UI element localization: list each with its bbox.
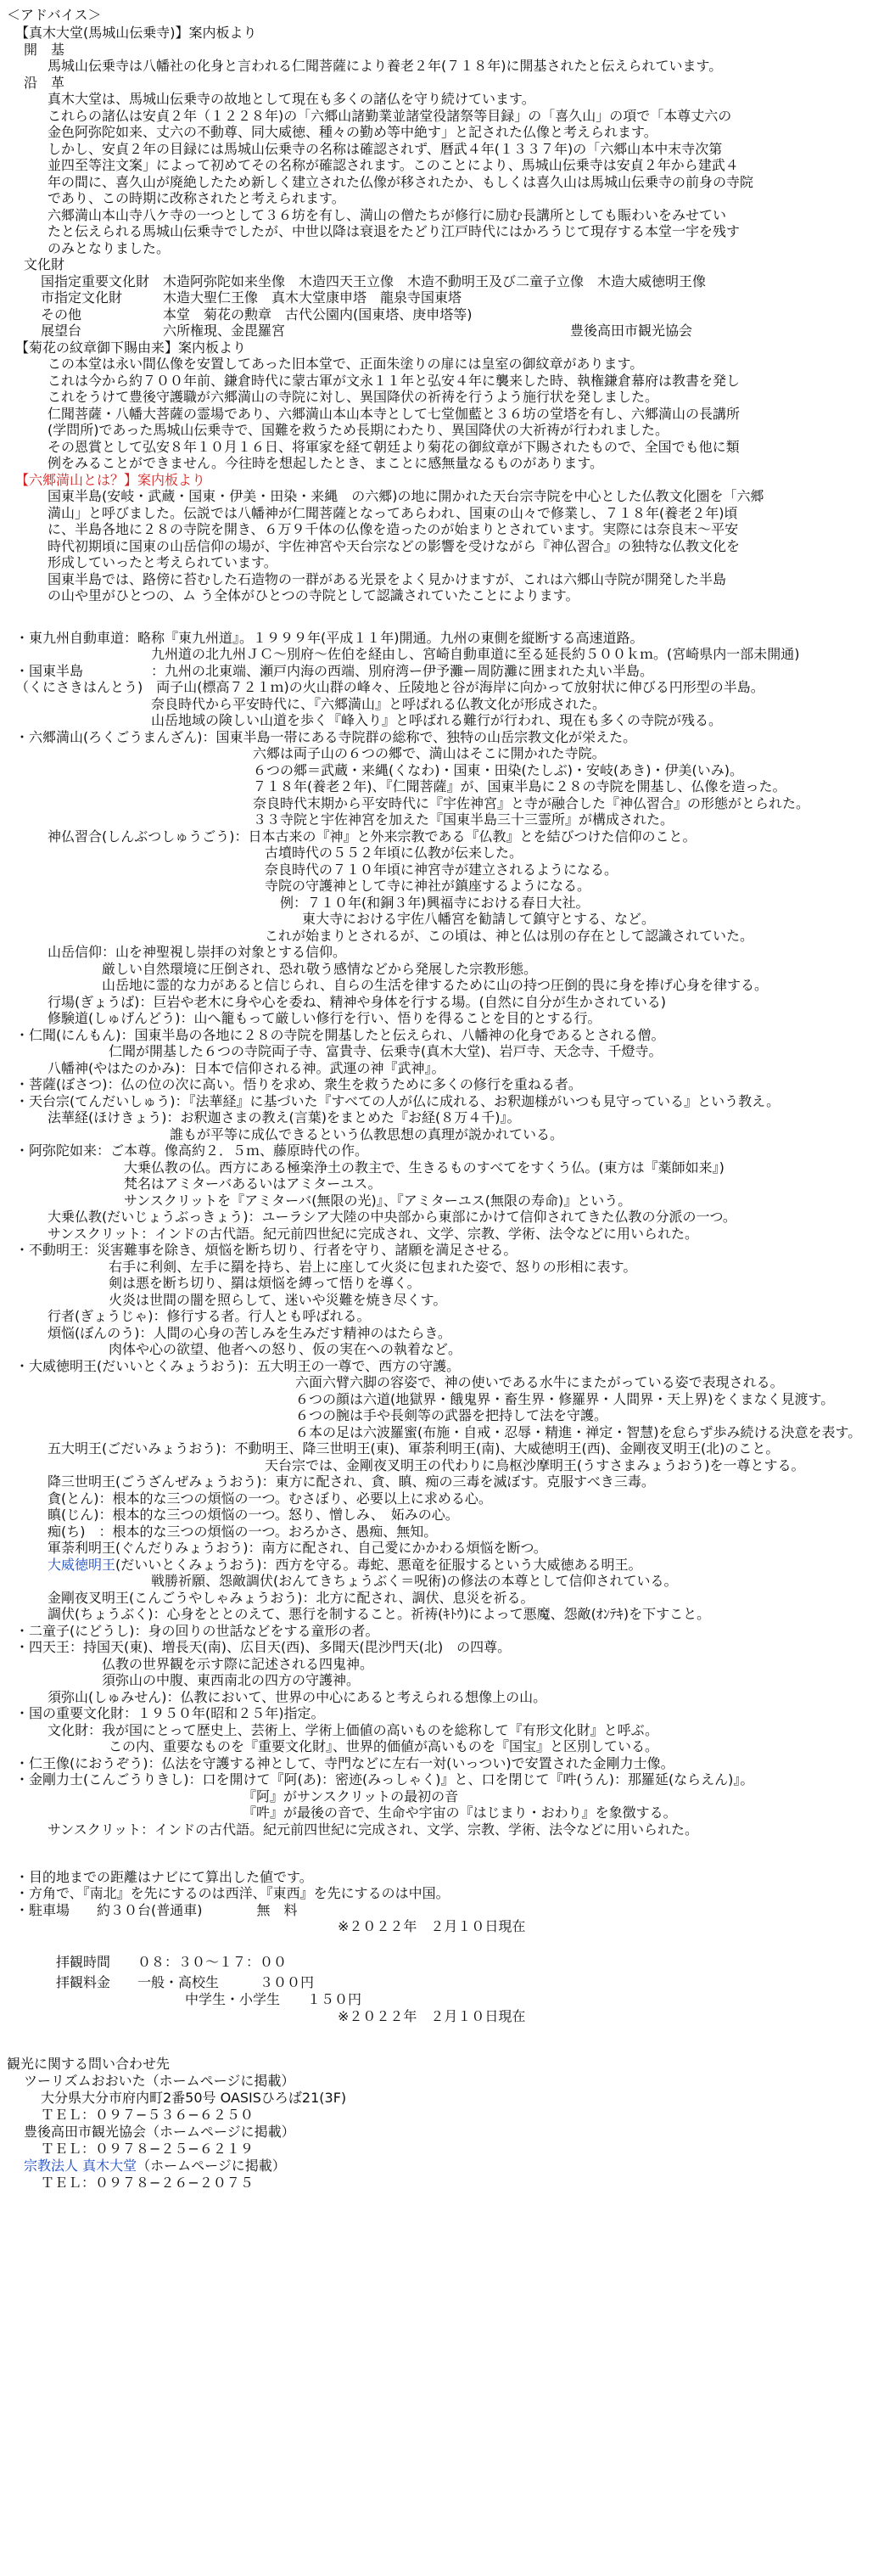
text-line: ・二童子(にどうし)：身の回りの世話などをする童形の者。 xyxy=(15,1623,379,1639)
text-line: 『吽』が最後の音で、生命や宇宙の『はじまり・おわり』を象徴する。 xyxy=(243,1804,677,1821)
text-line: 例をみることができません。今往時を想起したとき、まことに感無量なるものがあります。 xyxy=(48,455,604,471)
text-line: ・方角で、『南北』を先にするのは西洋、『東西』を先にするのは中国。 xyxy=(15,1885,450,1901)
text-line: であり、この時期に改称されたと考えられます。 xyxy=(48,190,345,206)
text-line: 火炎は世間の闇を照らして、迷いや災難を焼き尽くす。 xyxy=(109,1292,447,1308)
text-line: 奈良時代の７１０年頃に神宮寺が建立されるようになる。 xyxy=(265,861,618,878)
text-line: 観光に関する問い合わせ先 xyxy=(7,2056,171,2072)
text-line: サンスクリット：インドの古代語。紀元前四世紀に完成され、文学、宗教、学術、法令などに用いられた。 xyxy=(48,1226,699,1242)
text-line: 文化財 xyxy=(24,256,65,272)
text-line: サンスクリット：インドの古代語。紀元前四世紀に完成され、文学、宗教、学術、法令などに用いられた。 xyxy=(48,1821,699,1838)
text-line: のみとなりました。 xyxy=(48,240,171,256)
text-line: 須弥山の中腹、東西南北の四方の守護神。 xyxy=(102,1672,361,1688)
text-line: 寺院の守護神として寺に神社が鎮座するようになる。 xyxy=(265,878,591,894)
text-line: 貪(とん)：根本的な三つの煩悩の一つ。むさぼり、必要以上に求める心。 xyxy=(48,1490,492,1507)
text-line: ・六郷満山(ろくごうまんざん)：国東半島一帯にある寺院群の総称で、独特の山岳宗教文化が栄えた。 xyxy=(15,729,637,745)
text-line: 六郷満山本山寺八ケ寺の一つとして３６坊を有し、満山の僧たちが修行に励む長講所としても賑わいをみせてい xyxy=(48,207,727,223)
text-line: ＜アドバイス＞ xyxy=(7,7,102,23)
text-line: ・不動明王：災害難事を除き、煩悩を断ち切り、行者を守り、諸願を満足させる。 xyxy=(15,1242,518,1258)
text-line: 八幡神(やはたのかみ)：日本で信仰される神。武運の神『武神』。 xyxy=(48,1060,445,1076)
text-line: ６つの腕は手や長剣等の武器を把持して法を守護。 xyxy=(295,1407,608,1423)
text-line: 山岳地域の険しい山道を歩く『峰入り』と呼ばれる難行が行われ、現在も多くの寺院が残る。 xyxy=(151,712,722,728)
text-line: ７１８年(養老２年)、『仁聞菩薩』が、国東半島に２８の寺院を開基し、仏像を造った。 xyxy=(253,778,786,794)
text-line: ・駐車場 約３０台(普通車) 無 料 xyxy=(15,1902,298,1918)
text-line: (学問所)であった馬城山伝乗寺で、国難を救うため長期にわたり、異国降伏の大祈祷が行われました。 xyxy=(48,422,669,438)
text-line: 山岳地に霊的な力があると信じられ、自らの生活を律するために山の持つ圧倒的畏に身を捧げ心身を律する。 xyxy=(102,977,768,993)
text-line: 須弥山(しゅみせん)：仏教において、世界の中心にあると考えられる想像上の山。 xyxy=(48,1689,547,1705)
text-line: 六面六臂六脚の容姿で、神の使いである水牛にまたがっている姿で表現される。 xyxy=(295,1374,784,1390)
text-line: 文化財：我が国にとって歴史上、芸術上、学術上価値の高いものを総称して『有形文化財』と呼ぶ。 xyxy=(48,1722,659,1738)
text-line: この本堂は永い間仏像を安置してあった旧本堂で、正面朱塗りの扉には皇室の御紋章があります。 xyxy=(48,356,644,372)
text-line: ・国の重要文化財：１９５０年(昭和２５年)指定。 xyxy=(15,1705,325,1721)
text-line: 大乗仏教の仏。西方にある極楽浄土の教主で、生きるものすべてをすくう仏。(東方は『薬師如来』) xyxy=(124,1159,725,1176)
text-line: 右手に利剣、左手に羂を持ち、岩上に座して火炎に包まれた姿で、怒りの形相に表す。 xyxy=(109,1259,637,1275)
text-line: 拝観時間 ０８：３０〜１７：００ xyxy=(56,1954,288,1970)
text-line: 『阿』がサンスクリットの最初の音 xyxy=(243,1788,459,1804)
text-line: ツーリズムおおいた（ホームページに掲載） xyxy=(24,2073,295,2089)
text-line: 行者(ぎょうじゃ)：修行する者。行人とも呼ばれる。 xyxy=(48,1308,371,1324)
text-line: 国指定重要文化財 木造阿弥陀如来坐像 木造四天王立像 木造不動明王及び二童子立像 木造大威徳明王像 xyxy=(41,273,707,289)
text-line: これが始まりとされるが、この頃は、神と仏は別の存在として認識されていた。 xyxy=(265,928,754,944)
text-line: ・阿弥陀如来：ご本尊。像高約２．５ｍ、藤原時代の作。 xyxy=(15,1142,369,1159)
text-line: ※２０２２年 ２月１０日現在 xyxy=(338,1918,526,1934)
text-line: 【菊花の紋章御下賜由来】案内板より xyxy=(15,340,247,356)
text-line: ６つの顔は六道(地獄界・餓鬼界・畜生界・修羅界・人間界・天上界)をくまなく見渡す。 xyxy=(295,1391,835,1407)
text-line: 瞋(じん)：根本的な三つの煩悩の一つ。怒り、憎しみ、 妬みの心。 xyxy=(48,1507,459,1523)
text-line: 煩悩(ぼんのう)：人間の心身の苦しみを生みだす精神のはたらき。 xyxy=(48,1325,451,1341)
text-line: 真木大堂は、馬城山伝乗寺の故地として現在も多くの諸仏を守り続けています。 xyxy=(48,91,535,107)
text-line: 例：７１０年(和銅３年)興福寺における春日大社。 xyxy=(280,895,590,911)
text-line: ６つの郷＝武蔵・来縄(くなわ)・国東・田染(たしぶ)・安岐(あき)・伊美(いみ)。 xyxy=(253,762,743,778)
text-line: 行場(ぎょうば)：巨岩や老木に身や心を委ね、精神や身体を行する場。(自然に自分が生かされている) xyxy=(48,994,666,1010)
text-line: ・目的地までの距離はナビにて算出した値です。 xyxy=(15,1869,313,1885)
text-line: これは今から約７００年前、鎌倉時代に蒙古軍が文永１１年と弘安４年に襲来した時、執権鎌倉幕府は教書を発し xyxy=(48,373,741,389)
text-line: 満山」と呼びました。伝説では八幡神が仁聞菩薩となってあらわれ、国東の山々で修業し、７１８年(養老２年)頃 xyxy=(48,505,738,521)
text-line: ・仁聞(にんもん)：国東半島の各地に２８の寺院を開基したと伝えられ、八幡神の化身であるとされる僧。 xyxy=(15,1027,665,1043)
text-line: 国東半島(安岐・武蔵・国東・伊美・田染・来縄 の六郷)の地に開かれた天台宗寺院を中心とした仏教文化圏を「六郷 xyxy=(48,488,764,504)
text-line: 肉体や心の欲望、他者への怒り、仮の実在への執着など。 xyxy=(109,1341,462,1357)
text-line: ※２０２２年 ２月１０日現在 xyxy=(338,2008,526,2024)
text-line: 六郷は両子山の６つの郷で、満山はそこに開かれた寺院。 xyxy=(253,745,606,761)
text-line: 仁聞が開基した６つの寺院両子寺、富貴寺、伝乗寺(真木大堂)、岩戸寺、天念寺、千燈寺。 xyxy=(109,1043,663,1059)
text-line: 時代初期頃に国東の山岳信仰の場が、宇佐神宮や天台宗などの影響を受けながら『神仏習合』の独特な仏教文化を xyxy=(48,538,741,554)
text-line: 降三世明王(ごうざんぜみょうおう)：東方に配され、貪、瞋、痴の三毒を滅ぼす。克服すべき三毒。 xyxy=(48,1473,655,1490)
text-line: 開 基 xyxy=(24,42,65,58)
text-line: 【真木大堂(馬城山伝乗寺)】案内板より xyxy=(15,25,257,41)
text-line: 梵名はアミターバあるいはアミターユス。 xyxy=(124,1176,382,1192)
text-line: 調伏(ちょうぶく)：心身をととのえて、悪行を制すること。祈祷(ｷﾄｳ)によって悪魔、怨敵(ｵﾝﾃｷ)を下すこと。 xyxy=(48,1606,711,1622)
text-line: 山岳信仰：山を神聖視し崇拝の対象とする信仰。 xyxy=(48,944,347,960)
text-line: 戦勝祈願、怨敵調伏(おんてきちょうぶく＝呪術)の修法の本尊として信仰されている。 xyxy=(151,1573,678,1589)
text-line: 奈良時代から平安時代に、『六郷満山』と呼ばれる仏教文化が形成された。 xyxy=(151,696,607,712)
text-line: 国東半島では、路傍に苔むした石造物の一群がある光景をよく見かけますが、これは六郷山寺院が開発した半島 xyxy=(48,571,727,587)
text-line: ・天台宗(てんだいしゅう)：『法華経』に基づいた『すべての人が仏に成れる、お釈迦様がいつも見守っている』という教え。 xyxy=(15,1093,780,1109)
text-line: 拝観料金 一般・高校生 ３００円 xyxy=(56,1974,315,1990)
text-line: しかし、安貞２年の目録には馬城山伝乗寺の名称は確認されず、暦武４年(１３３７年)の「六郷山本中末寺次第 xyxy=(48,141,723,157)
text-line: 大威徳明王(だいいとくみょうおう)：西方を守る。毒蛇、悪竜を征服するという大威徳ある明王。 xyxy=(48,1557,642,1573)
text-line: 誰もが平等に成仏できるという仏教思想の真理が説かれている。 xyxy=(170,1126,564,1142)
text-line: に、半島各地に２８の寺院を開き、６万９千体の仏像を造ったのが始まりとされています。実際には奈良末〜平安 xyxy=(48,521,739,537)
text-line: 大乗仏教(だいじょうぶっきょう)：ユーラシア大陸の中央部から東部にかけて信仰されてきた仏教の分派の一つ。 xyxy=(48,1209,736,1225)
text-line: 修験道(しゅげんどう)：山へ籠もって厳しい修行を行い、悟りを得ることを目的とする行。 xyxy=(48,1010,601,1026)
text-line: 中学生・小学生 １５０円 xyxy=(185,1991,362,2007)
text-line: 沿 革 xyxy=(24,75,65,91)
text-line: 厳しい自然環境に圧倒され、恐れ敬う感情などから発展した宗教形態。 xyxy=(102,961,537,977)
text-line: ・大威徳明王(だいいとくみょうおう)：五大明王の一尊で、西方の守護。 xyxy=(15,1358,461,1374)
text-line: （くにさきはんとう) 両子山(標高７２１ｍ)の火山群の峰々、丘陵地と谷が海岸に向かって放射状に伸びる円形型の半島。 xyxy=(15,679,764,695)
text-line: ・仁王像(におうぞう)：仏法を守護する神として、寺門などに左右一対(いっつい)で安置された金剛力士像。 xyxy=(15,1755,674,1771)
text-line: ・四天王：持国天(東)、増長天(南)、広目天(西)、多聞天(毘沙門天(北) の四尊。 xyxy=(15,1639,512,1655)
text-line: ・金剛力士(こんごうりきし)：口を開けて『阿(あ)：密迹(みっしゃく)』と、口を閉じて『吽(うん)：那羅延(ならえん)』。 xyxy=(15,1771,754,1787)
text-line: 市指定文化財 木造大聖仁王像 真木大堂康申塔 龍泉寺国東塔 xyxy=(41,289,462,306)
text-line: ＴＥＬ：０９７８−２６−２０７５ xyxy=(41,2175,254,2191)
text-line: 古墳時代の５５２年頃に仏教が伝来した。 xyxy=(265,845,523,861)
text-line: ＴＥＬ：０９７−５３６−６２５０ xyxy=(41,2107,254,2123)
text-line: 痴(ち) ：根本的な三つの煩悩の一つ。おろかさ、愚痴、無知。 xyxy=(48,1524,438,1540)
text-line: 天台宗では、金剛夜叉明王の代わりに烏枢沙摩明王(うすさまみょうおう)を一尊とする。 xyxy=(265,1457,805,1473)
text-line: ６本の足は六波羅蜜(布施・自戒・忍辱・精進・禅定・智慧)を怠らず歩み続ける決意を表す。 xyxy=(295,1424,862,1440)
text-line: 九州道の北九州ＪＣ〜別府〜佐伯を経由し、宮崎自動車道に至る延長約５００ｋｍ。(宮崎県内一部未開通) xyxy=(151,646,800,662)
text-line: の山や里がひとつの、ム う全体がひとつの寺院として認識されていたことによります。 xyxy=(48,587,579,603)
text-line: これらの諸仏は安貞２年（１２２８年)の「六郷山諸勤業並諸堂役諸祭等目録」の「喜久山」の項で「本尊丈六の xyxy=(48,108,732,124)
text-line: その恩賞として弘安８年１０月１６日、将軍家を経て朝廷より菊花の御紋章が下賜されたもので、全国でも他に類 xyxy=(48,439,740,455)
text-line: 馬城山伝乗寺は八幡社の化身と言われる仁聞菩薩により養老２年(７１８年)に開基されたと伝えられています。 xyxy=(48,58,723,74)
text-line: 仁聞菩薩・八幡大菩薩の霊場であり、六郷満山本山本寺として七堂伽藍と３６坊の堂塔を有し、六郷満山の長講所 xyxy=(48,406,741,422)
text-line: ３３寺院と宇佐神宮を加えた『国東半島三十三霊所』が構成された。 xyxy=(253,811,674,828)
text-line: 年の間に、喜久山が廃絶したため新しく建立された仏像が移されたか、もしくは喜久山は馬城山伝乗寺の前身の寺院 xyxy=(48,174,754,190)
text-line: 五大明王(ごだいみょうおう)：不動明王、降三世明王(東)、軍荼利明王(南)、大威徳明王(西)、金剛夜叉明王(北)のこと。 xyxy=(48,1440,780,1456)
text-line: 金剛夜叉明王(こんごうやしゃみょうおう)：北方に配され、調伏、息災を祈る。 xyxy=(48,1590,534,1606)
text-line: ・東九州自動車道：略称『東九州道』。１９９９年(平成１１年)開通。九州の東側を縦断する高速道路。 xyxy=(15,630,644,646)
text-line: これをうけて豊後守護職が六郷満山の寺院に対し、異国降伏の祈祷を行うよう施行状を発しました。 xyxy=(48,389,659,405)
text-line: ・菩薩(ぼさつ)：仏の位の次に高い。悟りを求め、衆生を救うために多くの修行を重ねる者。 xyxy=(15,1076,582,1092)
text-line: 並四至等注文案」によって初めてその名称が確認されます。このことにより、馬城山伝乗寺は安貞２年から建武４ xyxy=(48,157,739,173)
text-line: 神仏習合(しんぶつしゅうごう)：日本古来の『神』と外来宗教である『仏教』とを結びつけた信仰のこと。 xyxy=(48,828,697,845)
text-line: 豊後高田市観光協会（ホームページに掲載） xyxy=(24,2124,295,2140)
text-line: ＴＥＬ：０９７８−２５−６２１９ xyxy=(41,2141,254,2157)
text-line: 法華経(ほけきょう)：お釈迦さまの教え(言葉)をまとめた『お経(８万４千)』。 xyxy=(48,1109,521,1125)
text-line: 【六郷満山とは？】案内板より xyxy=(15,472,206,488)
text-line: ・国東半島 ：九州の北東端、瀬戸内海の西端、別府湾ー伊予灘ー周防灘に囲まれた丸い半島。 xyxy=(15,663,654,679)
text-line: その他 本堂 菊花の勲章 古代公園内(国東塔、庚申塔等) xyxy=(41,306,473,323)
text-line: 形成していったと考えられています。 xyxy=(48,554,277,570)
text-line: 大分県大分市府内町2番50号 OASISひろば21(3F) xyxy=(41,2090,347,2106)
text-line: 金色阿弥陀如来、丈六の不動尊、同大威徳、種々の勤め等中絶す」と記された仏像と考えられます。 xyxy=(48,124,657,140)
text-line: サンスクリットを『アミターバ(無限の光)』、『アミターユス(無限の寿命)』という。 xyxy=(124,1193,632,1209)
text-line: 奈良時代末期から平安時代に『宇佐神宮』と寺が融合した『神仏習合』の形態がとられた。 xyxy=(253,795,810,811)
text-line: 展望台 六所権現、金毘羅宮 豊後高田市観光協会 xyxy=(41,323,693,339)
text-line: たと伝えられる馬城山伝乗寺でしたが、中世以降は衰退をたどり江戸時代にはかろうじて現存する本堂一宇を残す xyxy=(48,223,741,239)
text-line: 剣は悪を断ち切り、羂は煩悩を縛って悟りを導く。 xyxy=(109,1275,421,1291)
text-line: 仏教の世界観を示す際に記述される四鬼神。 xyxy=(102,1656,374,1672)
text-line: 宗教法人 真木大堂（ホームページに掲載） xyxy=(24,2158,286,2174)
text-line: この内、重要なものを『重要文化財』、世界的価値が高いものを『国宝』と区別している。 xyxy=(109,1738,659,1754)
text-line: 軍荼利明王(ぐんだりみょうおう)：南方に配され、自己愛にかかわる煩悩を断つ。 xyxy=(48,1540,547,1556)
text-line: 東大寺における宇佐八幡宮を勧請して鎮守とする、など。 xyxy=(302,911,656,927)
